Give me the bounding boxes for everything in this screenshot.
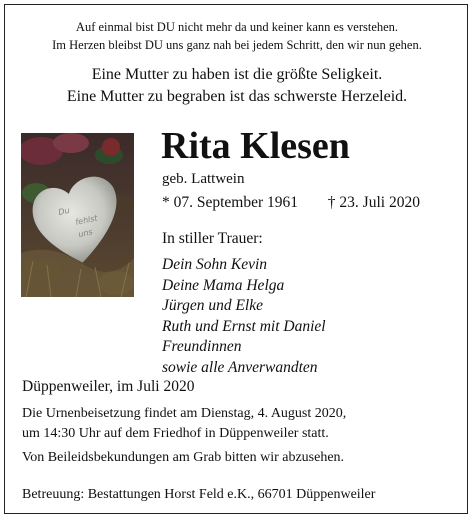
svg-text:Du: Du: [57, 205, 71, 217]
mourner: Deine Mama Helga: [162, 276, 285, 294]
mourners-list: [162, 255, 326, 378]
svg-text:fehlst: fehlst: [74, 213, 99, 227]
info-line: Von Beileidsbekundungen am Grab bitten wir abzusehen.: [22, 450, 345, 465]
poem-small-line: Auf einmal bist DU nicht mehr da und keiner kann es verstehen.: [75, 20, 399, 34]
poem-large-line: Eine Mutter zu haben ist die größte Seligkeit.: [91, 66, 383, 83]
info-line: um 14:30 Uhr auf dem Friedhof in Düppenweiler statt.: [22, 426, 329, 441]
deceased-name: Rita Klesen: [161, 125, 350, 167]
mourner: Ruth und Ernst mit Daniel: [162, 317, 326, 335]
poem-small-line: Im Herzen bleibst DU uns ganz nah bei jedem Schritt, den wir nun gehen.: [52, 38, 422, 52]
birth-date: * 07. September 1961: [162, 194, 299, 211]
mourner: Freundinnen: [162, 338, 242, 355]
mourning-heading: In stiller Trauer:: [162, 230, 263, 247]
undertaker-line: Betreuung: Bestattungen Horst Feld e.K., 66701 Düppenweiler: [22, 487, 376, 502]
death-date: † 23. Juli 2020: [327, 194, 420, 211]
poem-large: [0, 64, 474, 108]
svg-text:uns: uns: [77, 227, 94, 239]
poem-small: [0, 18, 474, 54]
funeral-info: [22, 404, 346, 468]
place-date: Düppenweiler, im Juli 2020: [22, 378, 195, 395]
birth-name: geb. Lattwein: [162, 171, 245, 187]
poem-large-line: Eine Mutter zu begraben ist das schwerste Herzeleid.: [66, 88, 408, 105]
memorial-heart-photo: [21, 133, 134, 297]
mourner: Jürgen und Elke: [162, 297, 263, 314]
heart-stone-image: [21, 133, 134, 297]
life-dates: [162, 194, 420, 212]
mourner: Dein Sohn Kevin: [162, 256, 268, 273]
mourner: sowie alle Anverwandten: [162, 358, 318, 376]
info-line: Die Urnenbeisetzung findet am Dienstag, 4. August 2020,: [22, 406, 347, 421]
